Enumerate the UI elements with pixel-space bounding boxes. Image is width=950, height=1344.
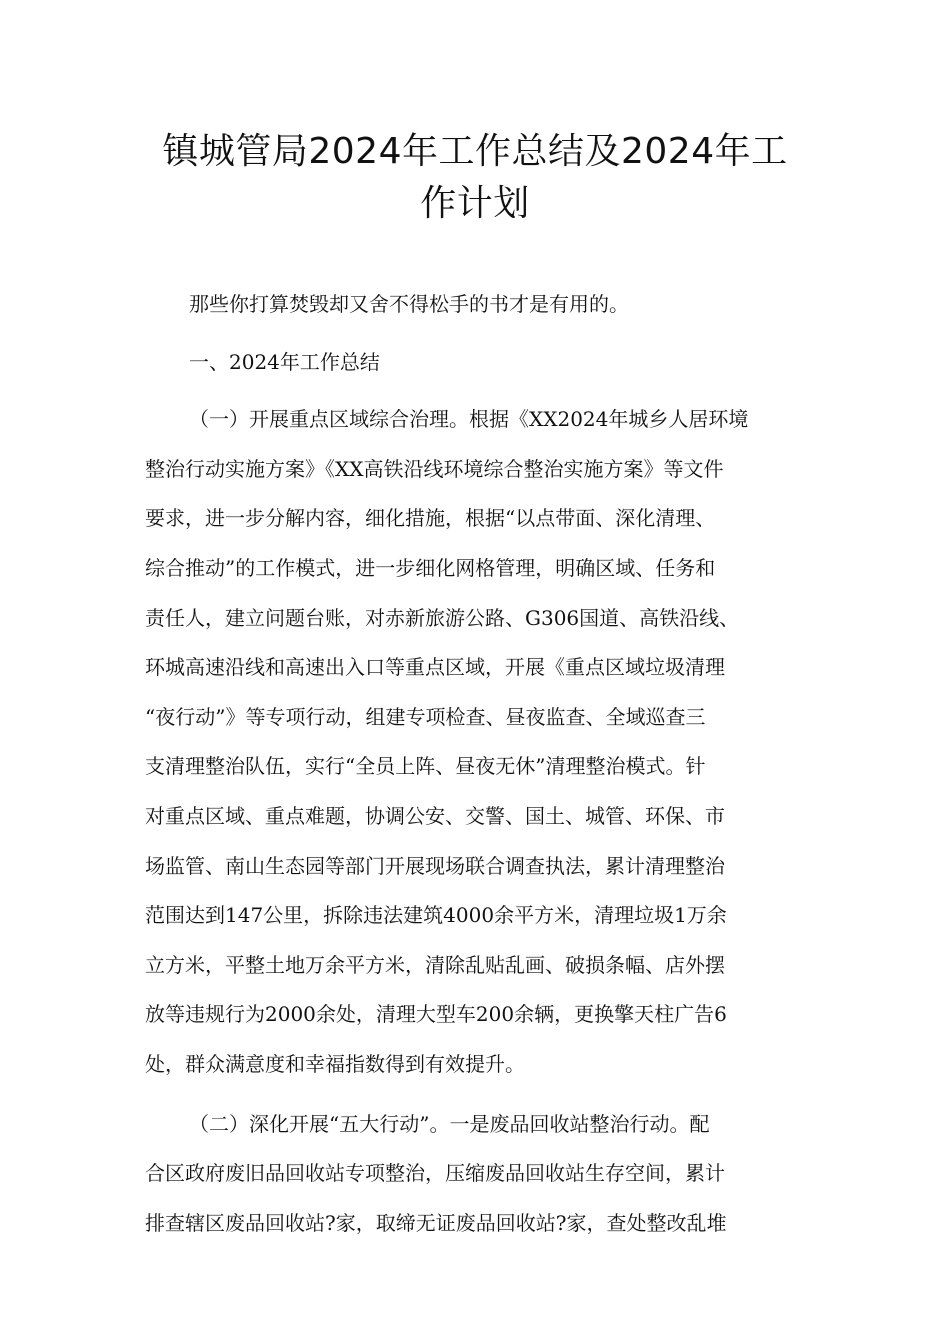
text-line: 处，群众满意度和幸福指数得到有效提升。	[145, 1051, 525, 1076]
paragraph-key-area-governance	[145, 395, 807, 1089]
text-line: 支清理整治队伍，实行“全员上阵、昼夜无休”清理整治模式。针	[145, 754, 706, 779]
paragraph-gap	[145, 1090, 807, 1100]
text-line: 一、2024年工作总结	[189, 349, 380, 374]
text-line: （二）深化开展“五大行动”。一是废品回收站整治行动。配	[189, 1111, 710, 1136]
title-line: 作计划	[420, 183, 530, 224]
paragraph-gap	[145, 330, 807, 338]
title-line: 镇城管局2024年工作总结及2024年工	[162, 131, 788, 172]
text-line: 对重点区域、重点难题，协调公安、交警、国土、城管、环保、市	[145, 803, 725, 828]
text-line: 要求，进一步分解内容，细化措施，根据“以点带面、深化清理、	[145, 506, 716, 531]
paragraph-gap	[145, 387, 807, 395]
text-line: “夜行动”》等专项行动，组建专项检查、昼夜监查、全域巡查三	[145, 704, 706, 729]
intro-paragraph	[145, 280, 807, 330]
text-line: 立方米，平整土地万余平方米，清除乱贴乱画、破损条幅、店外摆	[145, 952, 725, 977]
text-line: 范围达到147公里，拆除违法建筑4000余平方米，清理垃圾1万余	[145, 903, 727, 928]
text-line: 排查辖区废品回收站?家，取缔无证废品回收站?家，查处整改乱堆	[145, 1210, 727, 1235]
text-line: 责任人，建立问题台账，对赤新旅游公路、G306国道、高铁沿线、	[145, 605, 740, 630]
text-line: 整治行动实施方案》《XX高铁沿线环境综合整治实施方案》等文件	[145, 456, 724, 481]
text-line: 场监管、南山生态园等部门开展现场联合调查执法，累计清理整治	[145, 853, 725, 878]
document-title	[120, 126, 830, 230]
text-line: 综合推动”的工作模式，进一步细化网格管理，明确区域、任务和	[145, 555, 716, 580]
paragraph-five-actions	[145, 1100, 807, 1249]
text-line: 放等违规行为2000余处，清理大型车200余辆，更换擎天柱广告6	[145, 1002, 727, 1027]
text-line: （一）开展重点区域综合治理。根据《XX2024年城乡人居环境	[189, 407, 749, 432]
section-heading	[145, 338, 807, 388]
text-line: 环城高速沿线和高速出入口等重点区域，开展《重点区域垃圾清理	[145, 655, 725, 680]
document-body	[145, 280, 807, 1248]
text-line: 那些你打算焚毁却又舍不得松手的书才是有用的。	[189, 292, 629, 316]
text-line: 合区政府废旧品回收站专项整治，压缩废品回收站生存空间，累计	[145, 1161, 725, 1186]
